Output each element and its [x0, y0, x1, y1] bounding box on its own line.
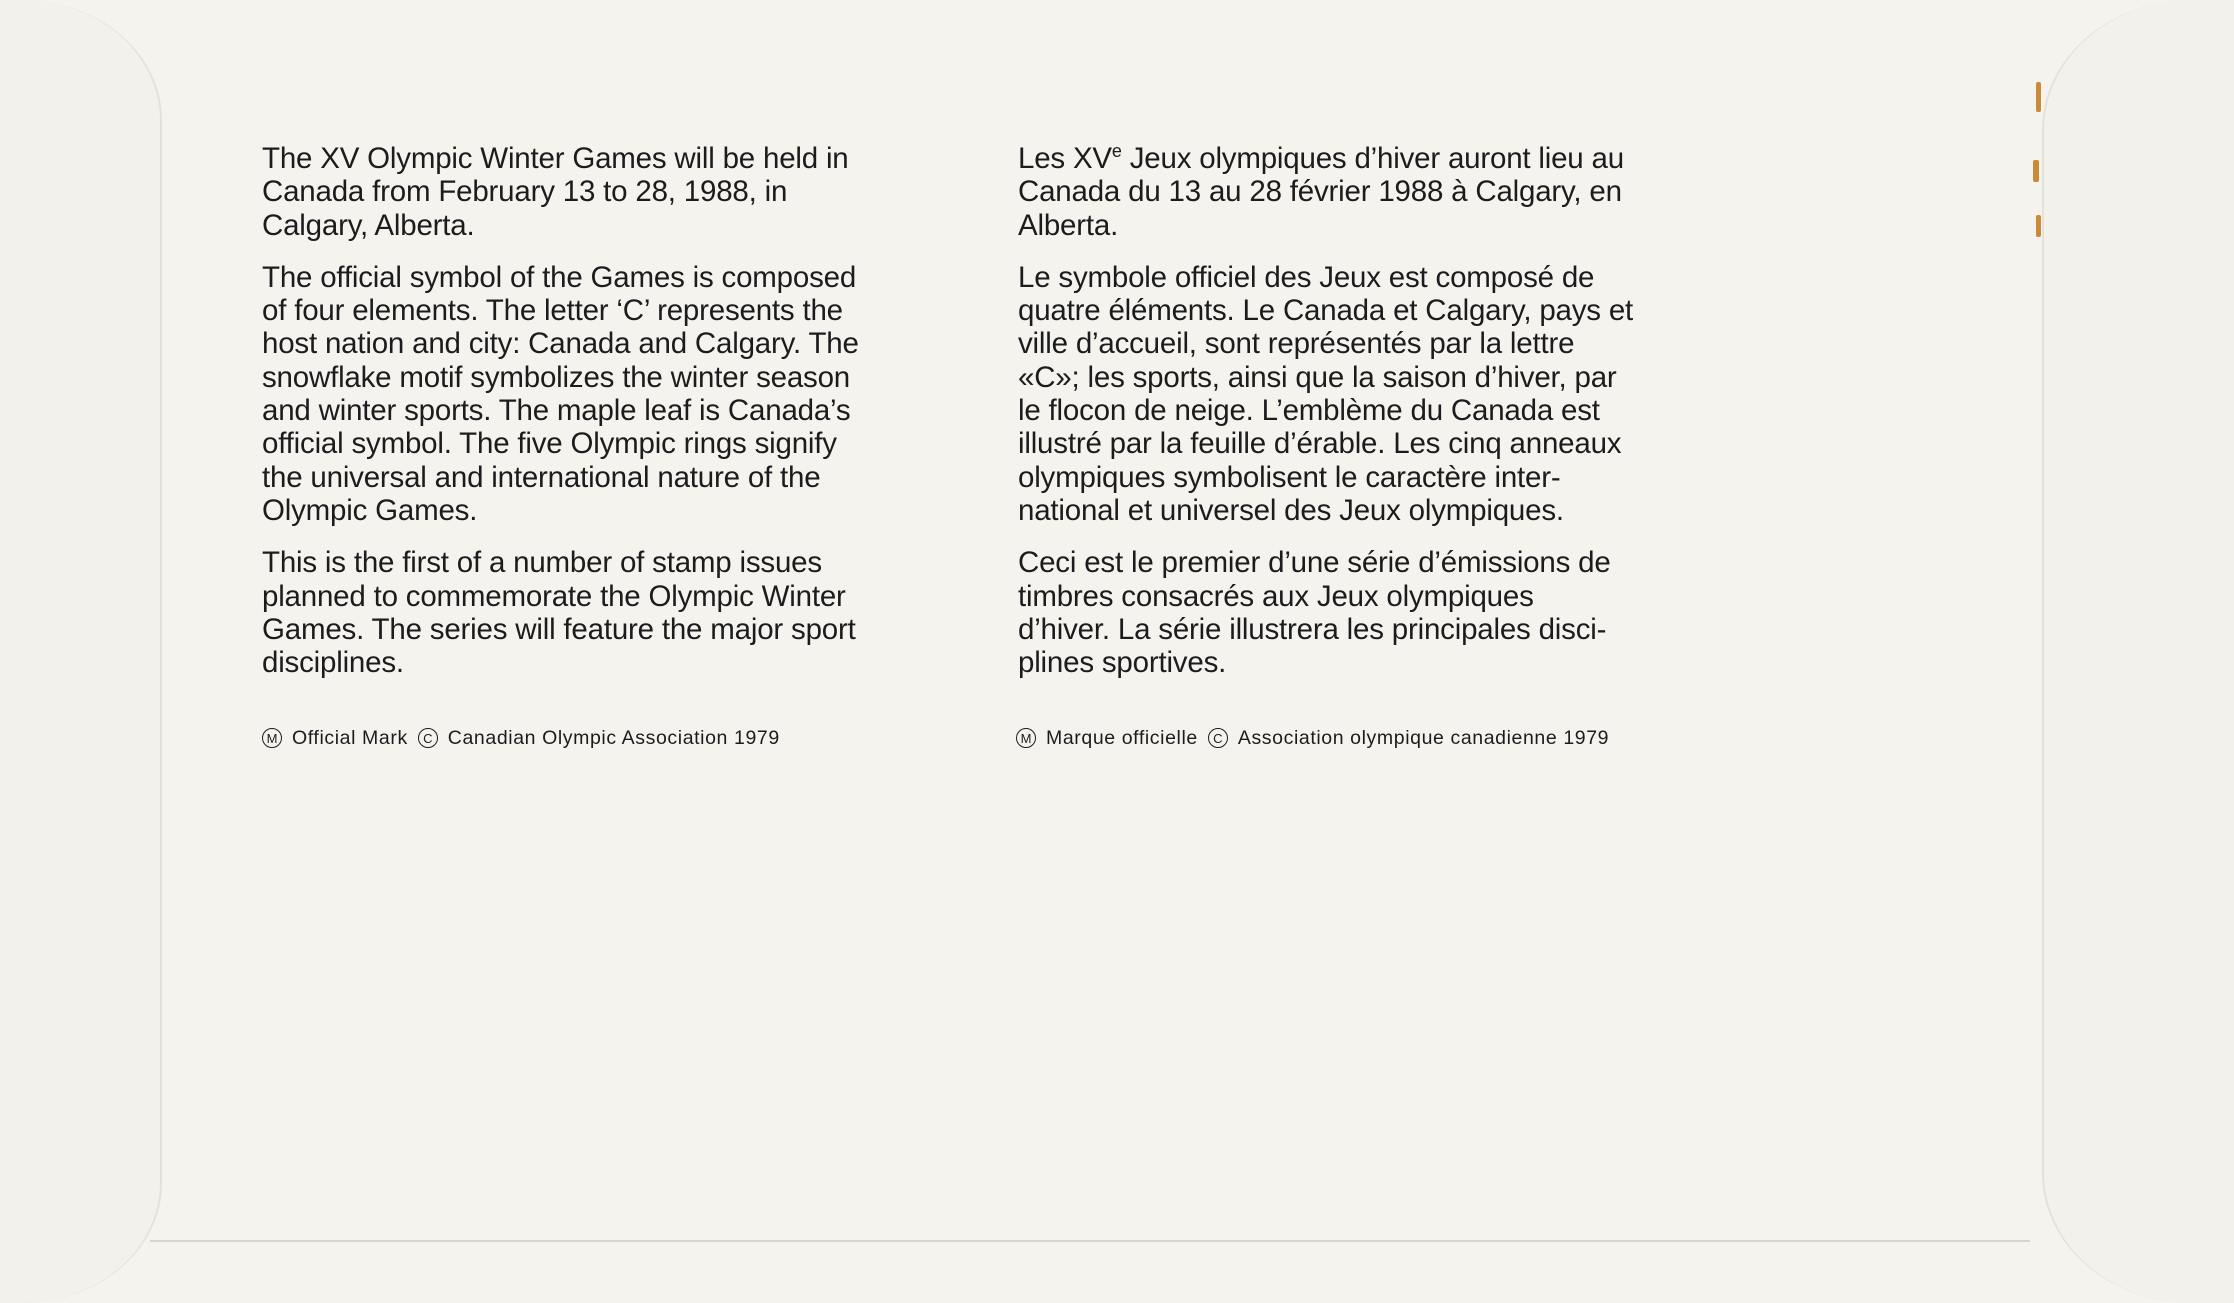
english-footnote — [262, 726, 780, 750]
french-paragraph — [1018, 142, 1738, 242]
stain-mark — [2036, 82, 2041, 112]
english-paragraph: The official symbol of the Games is composed of four elements. The letter ‘C’ represents the host nation and city: Canada and Calgary. The snowflake motif symbolizes the winter season and winter sports. The maple leaf is Canada’s official symbol. The five Olympic rings signify the universal and international nature of the Olympic Games. — [262, 260, 859, 527]
french-title-prefix: Les XV — [1018, 142, 1112, 175]
copyright-label: Canadian Olympic Association 1979 — [447, 727, 780, 749]
french-paragraph: Le symbole officiel des Jeux est composé de quatre éléments. Le Canada et Calgary, pays et ville d’accueil, sont représentés par la lettre «C»; les sports, ainsi que la saison d’hiver, par le flocon de neige. L’emblème du Canada est illustré par la feuille d’érable. Les cinq anneaux olympiques symbolisent le caractère inter- national et universel des Jeux olympiques. — [1018, 260, 1634, 527]
copyright-icon: C — [1208, 728, 1228, 748]
english-paragraph: The XV Olympic Winter Games will be held in Canada from February 13 to 28, 1988, in Calgary, Alberta. — [262, 142, 849, 242]
official-mark-label: Official Mark — [292, 727, 408, 749]
envelope-flap-right — [2042, 0, 2234, 1303]
french-paragraph: Ceci est le premier d’une série d’émissions de timbres consacrés aux Jeux olympiques d’hiver. La série illustrera les principales disci- plines sportives. — [1018, 546, 1611, 680]
french-superscript: e — [1111, 141, 1122, 162]
copyright-label: Association olympique canadienne 1979 — [1237, 727, 1610, 749]
stain-mark — [2036, 215, 2041, 237]
stain-mark — [2033, 160, 2039, 182]
french-text-column — [1018, 142, 1738, 698]
english-paragraph: This is the first of a number of stamp issues planned to commemorate the Olympic Winter Games. The series will feature the major sport disciplines. — [262, 546, 856, 680]
french-footnote — [1016, 726, 1609, 750]
official-mark-icon: M — [262, 728, 282, 748]
french-paragraph-rest: Jeux olympiques d’hiver auront lieu au Canada du 13 au 28 février 1988 à Calgary, en Alberta. — [1018, 142, 1624, 242]
official-mark-icon: M — [1016, 728, 1036, 748]
english-text-column — [262, 142, 982, 698]
copyright-icon: C — [418, 728, 438, 748]
envelope-flap-left — [0, 0, 162, 1303]
envelope-fold-line — [150, 1240, 2030, 1242]
official-mark-label: Marque officielle — [1046, 727, 1198, 749]
